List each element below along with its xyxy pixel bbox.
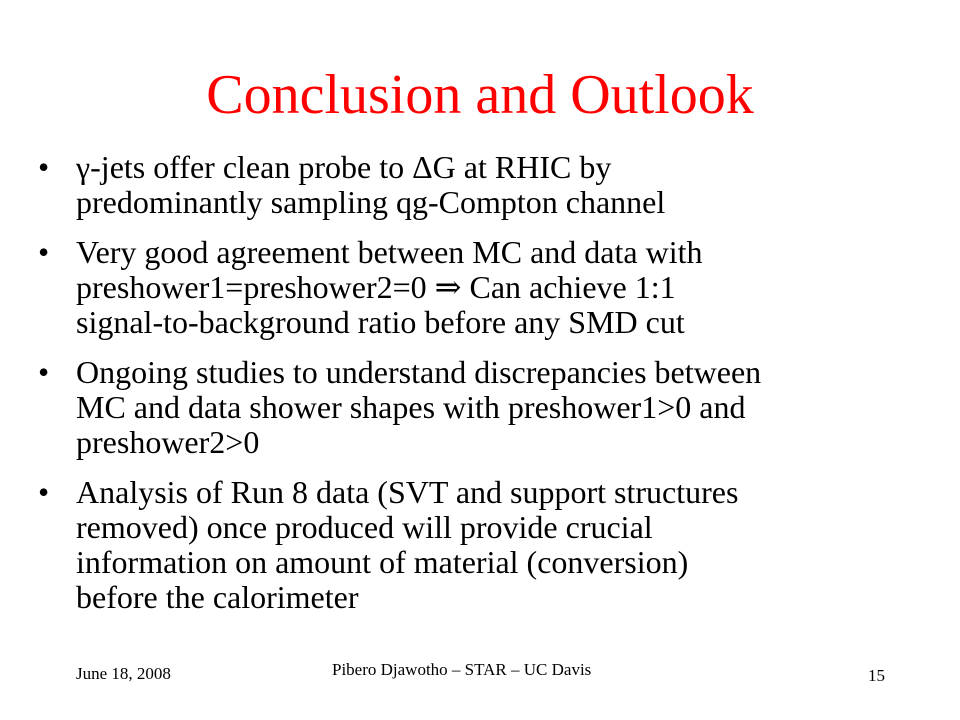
bullet-line: before the calorimeter — [76, 579, 359, 615]
bullet-line: MC and data shower shapes with preshower1>0 and — [76, 389, 746, 425]
bullet-line: Ongoing studies to understand discrepancies between — [76, 354, 762, 390]
bullet-list — [38, 150, 918, 630]
bullet-line: signal-to-background ratio before any SMD cut — [76, 304, 685, 340]
footer-author: Pibero Djawotho – STAR – UC Davis — [332, 660, 592, 679]
bullet-line: removed) once produced will provide crucial — [76, 509, 653, 545]
bullet-line: preshower1=preshower2=0 ⇒ Can achieve 1:1 — [76, 269, 676, 305]
page-number: 15 — [868, 666, 885, 685]
bullet-line: γ-jets offer clean probe to ΔG at RHIC by — [76, 149, 612, 185]
bullet-marker: • — [38, 354, 50, 390]
bullet-line: Analysis of Run 8 data (SVT and support structures — [76, 474, 739, 510]
bullet-item — [38, 475, 918, 615]
bullet-marker: • — [38, 234, 50, 270]
bullet-line: predominantly sampling qg-Compton channel — [76, 184, 666, 220]
bullet-line: information on amount of material (conversion) — [76, 544, 689, 580]
bullet-item — [38, 150, 918, 220]
bullet-item — [38, 235, 918, 340]
bullet-line: preshower2>0 — [76, 424, 260, 460]
bullet-marker: • — [38, 149, 50, 185]
bullet-item — [38, 355, 918, 460]
bullet-marker: • — [38, 474, 50, 510]
slide-title: Conclusion and Outlook — [206, 64, 754, 126]
bullet-line: Very good agreement between MC and data with — [76, 234, 703, 270]
footer-date: June 18, 2008 — [76, 664, 171, 683]
